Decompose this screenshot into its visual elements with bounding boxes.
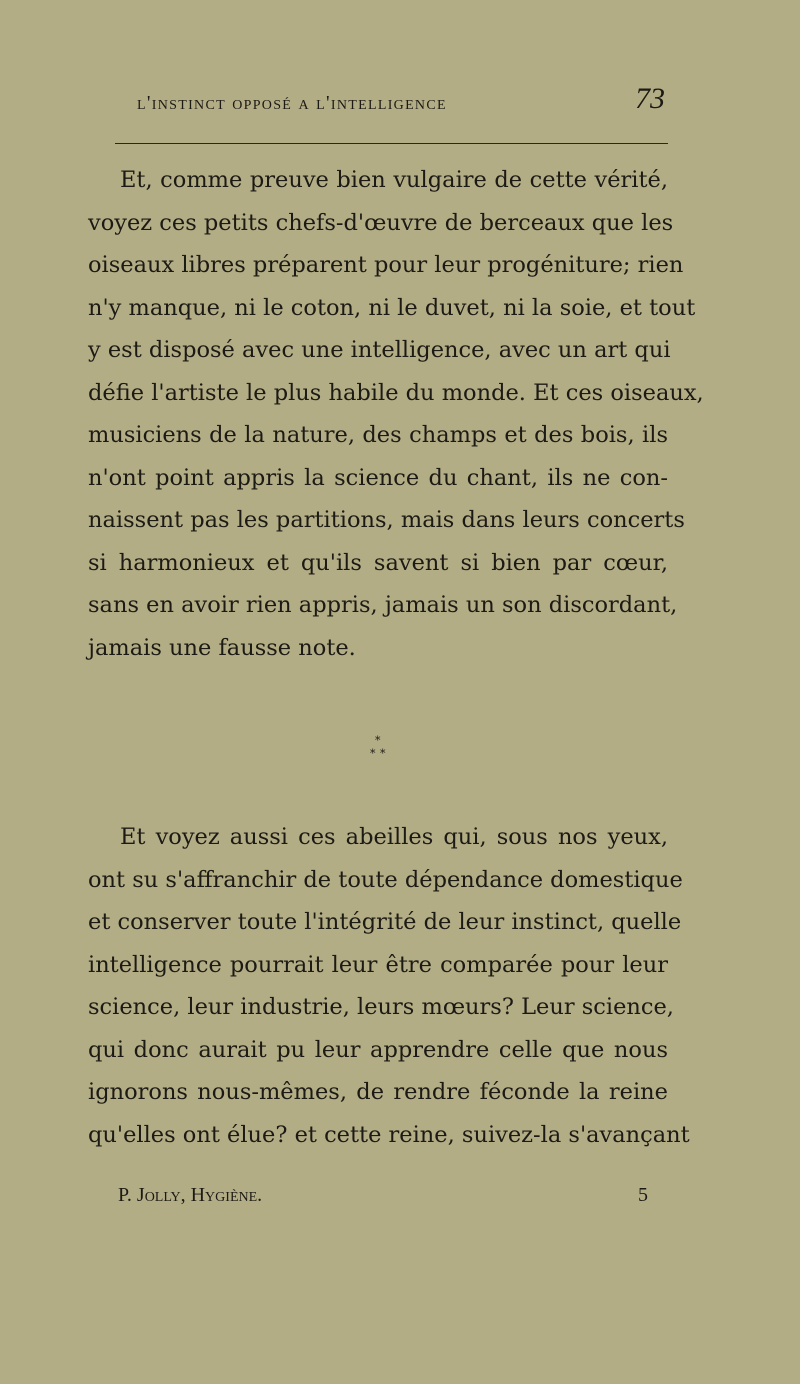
text-line: si harmonieux et qu'ils savent si bien par cœur, <box>88 549 668 576</box>
signature-mark: 5 <box>638 1184 648 1206</box>
text-line: oiseaux libres préparent pour leur progéniture; rien <box>88 252 684 278</box>
text-line: Et, comme preuve bien vulgaire de cette vérité, <box>120 167 668 193</box>
page-footer <box>118 1180 658 1210</box>
asterism-star: * <box>375 734 381 747</box>
asterism-star: * <box>370 747 376 760</box>
text-line: intelligence pourrait leur être comparée pour leur <box>88 951 668 978</box>
text-line: Et voyez aussi ces abeilles qui, sous nos yeux, <box>120 824 668 850</box>
text-line: science, leur industrie, leurs mœurs? Leur science, <box>88 994 674 1020</box>
text-line: n'ont point appris la science du chant, ils ne con- <box>88 464 668 491</box>
page-number: 73 <box>635 82 665 115</box>
text-line: qui donc aurait pu leur apprendre celle que nous <box>88 1036 668 1063</box>
page-header <box>137 82 665 122</box>
text-line: naissent pas les partitions, mais dans leurs concerts <box>88 507 685 533</box>
text-line: voyez ces petits chefs-d'œuvre de berceaux que les <box>88 209 674 236</box>
asterism-star: * <box>380 747 386 760</box>
text-line: qu'elles ont élue? et cette reine, suivez-la s'avançant <box>88 1121 690 1148</box>
section-separator <box>370 735 410 775</box>
text-line: musiciens de la nature, des champs et des bois, ils <box>88 422 668 448</box>
text-line: et conserver toute l'intégrité de leur instinct, quelle <box>88 909 682 935</box>
text-line: ont su s'affranchir de toute dépendance domestique <box>88 866 683 893</box>
running-head: l'instinct opposé a l'intelligence <box>137 92 447 114</box>
text-line: y est disposé avec une intelligence, avec un art qui <box>88 337 671 363</box>
text-line: n'y manque, ni le coton, ni le duvet, ni la soie, et tout <box>88 294 696 321</box>
header-rule <box>115 143 668 144</box>
text-line: jamais une fausse note. <box>88 634 356 661</box>
footer-author-title: P. Jolly, Hygiène. <box>118 1184 263 1206</box>
text-line: ignorons nous-mêmes, de rendre féconde la reine <box>88 1079 668 1105</box>
text-line: sans en avoir rien appris, jamais un son discordant, <box>88 592 678 618</box>
text-line: défie l'artiste le plus habile du monde. Et ces oiseaux, <box>88 379 704 406</box>
